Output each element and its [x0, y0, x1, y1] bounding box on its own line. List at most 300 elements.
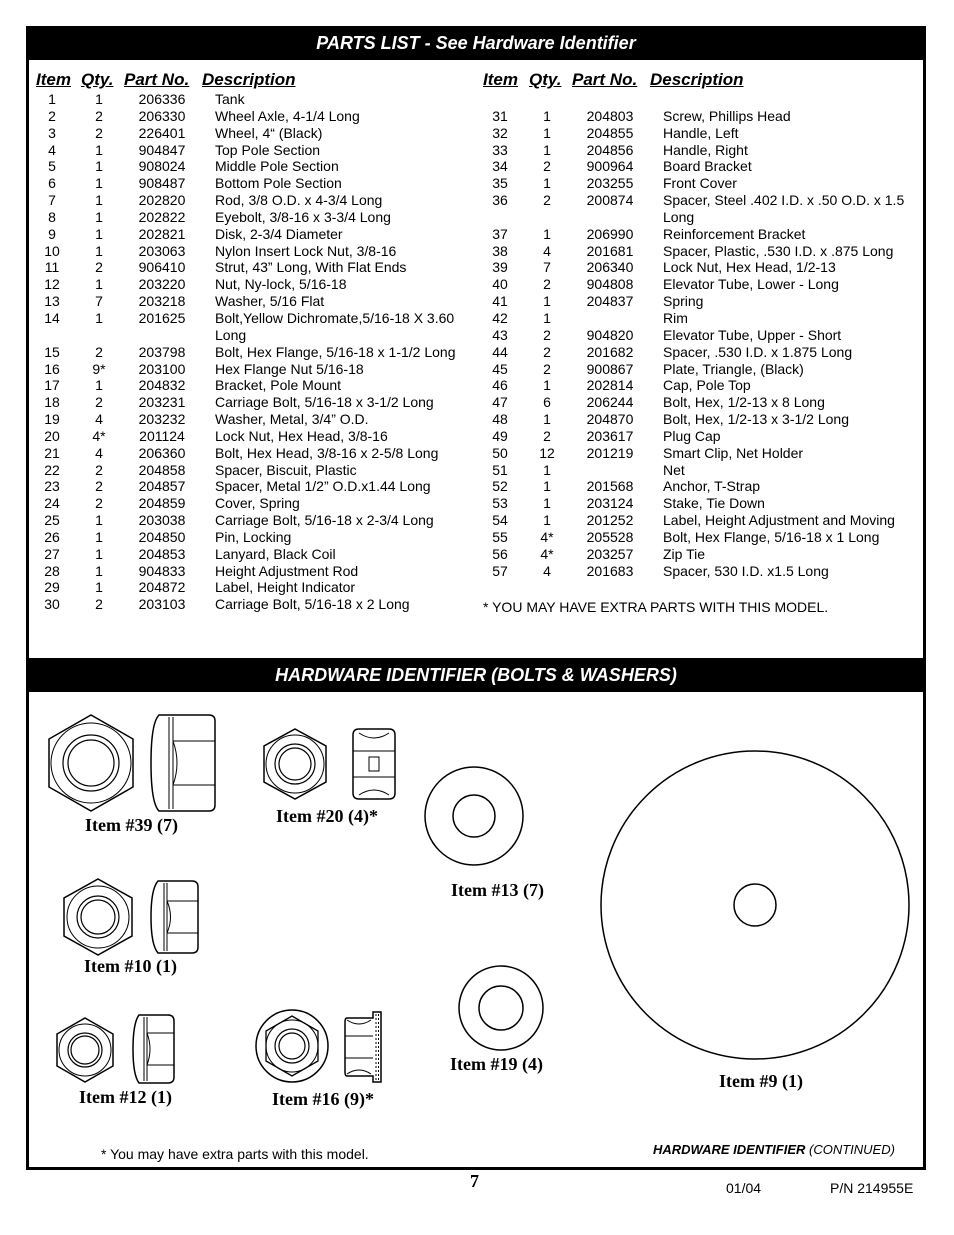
description-line: Front Cover: [663, 175, 737, 192]
table-row: [475, 529, 915, 546]
part-number-cell: 201124: [139, 427, 185, 444]
table-row: [27, 411, 467, 428]
description-cell: [651, 428, 909, 445]
item-cell: 57: [492, 562, 508, 579]
description-line: Pin, Locking: [215, 528, 292, 545]
lock-nut-39-side-view: [147, 713, 217, 813]
part-number-cell: 204872: [138, 579, 186, 596]
part-number-cell: 204859: [138, 495, 186, 512]
qty-cell: 2: [95, 107, 103, 124]
qty-cell: 2: [543, 276, 551, 293]
table-row: [27, 462, 467, 479]
description-line: Elevator Tube, Lower - Long: [663, 276, 839, 293]
description-cell: [203, 310, 461, 344]
part-number-cell: 203220: [138, 276, 186, 293]
part-number-cell: 204870: [586, 411, 634, 428]
item-cell: 31: [492, 107, 508, 124]
part-number-cell: 226401: [138, 124, 186, 141]
qty-cell: 2: [95, 343, 103, 360]
qty-cell: 1: [543, 141, 551, 158]
table-row: [27, 428, 467, 445]
qty-cell: 1: [95, 528, 103, 545]
item-10-label: Item #10 (1): [84, 956, 177, 976]
table-row: [475, 428, 915, 445]
table-row: [27, 226, 467, 243]
description-line: Height Adjustment Rod: [215, 562, 359, 579]
description-cell: [651, 411, 909, 428]
description-line: Board Bracket: [663, 158, 752, 175]
item-cell: 30: [44, 596, 60, 613]
description-cell: [651, 563, 909, 580]
description-line: Net: [663, 461, 685, 478]
part-number-cell: 201568: [586, 478, 634, 495]
table-row: [475, 361, 915, 378]
item-13-label: Item #13 (7): [451, 880, 544, 900]
item-cell: 52: [492, 478, 508, 495]
description-line: Bolt,Yellow Dichromate,5/16-18 X 3.60: [215, 309, 455, 326]
description-line: Lock Nut, Hex Head, 1/2-13: [663, 259, 836, 276]
qty-cell: 4: [95, 444, 103, 461]
part-number-cell: 206990: [586, 225, 634, 242]
qty-cell: 2: [543, 158, 551, 175]
qty-cell: 1: [543, 478, 551, 495]
item-cell: 12: [44, 276, 60, 293]
item-cell: 38: [492, 242, 508, 259]
description-cell: [203, 158, 461, 175]
description-cell: [651, 546, 909, 563]
description-cell: [203, 377, 461, 394]
description-line: Bracket, Pole Mount: [215, 377, 342, 394]
table-row: [475, 175, 915, 192]
item-cell: 3: [48, 124, 56, 141]
description-cell: [651, 344, 909, 361]
description-line: Lanyard, Black Coil: [215, 545, 336, 562]
qty-cell: 2: [95, 259, 103, 276]
description-cell: [651, 512, 909, 529]
part-number-cell: 201683: [586, 562, 634, 579]
hardware-identifier-continued: HARDWARE IDENTIFIER (CONTINUED): [653, 1142, 895, 1157]
item-cell: 9: [48, 225, 56, 242]
item-cell: 35: [492, 175, 508, 192]
qty-cell: 1: [95, 192, 103, 209]
qty-cell: 2: [543, 192, 551, 209]
qty-cell: 1: [95, 309, 103, 326]
description-line: Rim: [663, 309, 688, 326]
description-line: Smart Clip, Net Holder: [663, 444, 804, 461]
description-line: Plate, Triangle, (Black): [663, 360, 804, 377]
item-cell: 55: [492, 528, 508, 545]
description-line: Reinforcement Bracket: [663, 225, 806, 242]
description-cell: [651, 259, 909, 276]
qty-cell: 2: [95, 478, 103, 495]
qty-cell: 1: [95, 91, 103, 107]
table-row: [27, 243, 467, 260]
item-cell: 22: [44, 461, 60, 478]
qty-cell: 7: [95, 293, 103, 310]
description-line: Eyebolt, 3/8-16 x 3-3/4 Long: [215, 208, 391, 225]
item-cell: 26: [44, 528, 60, 545]
header-description-left: Description: [202, 70, 296, 89]
table-row: [475, 546, 915, 563]
part-number-cell: 201625: [138, 309, 186, 326]
qty-cell: 2: [543, 343, 551, 360]
item-cell: 19: [44, 411, 60, 428]
item-cell: 7: [48, 192, 56, 209]
description-cell: [203, 142, 461, 159]
table-row: [475, 377, 915, 394]
qty-cell: 1: [543, 225, 551, 242]
part-number-cell: 205528: [586, 528, 634, 545]
page-number: 7: [470, 1171, 479, 1191]
part-number-cell: 202821: [138, 225, 186, 242]
description-line: Plug Cap: [663, 427, 721, 444]
description-line: Bolt, Hex, 1/2-13 x 3-1/2 Long: [663, 411, 849, 428]
description-line: Anchor, T-Strap: [663, 478, 761, 495]
item-12-label: Item #12 (1): [79, 1087, 172, 1107]
description-line: Stake, Tie Down: [663, 495, 765, 512]
item-19-label: Item #19 (4): [450, 1054, 543, 1074]
flange-nut-16-top-view: [254, 1008, 330, 1084]
qty-cell: 2: [95, 394, 103, 411]
header-description-right: Description: [650, 70, 744, 89]
qty-cell: 4*: [540, 545, 554, 562]
description-line: Long: [663, 208, 695, 225]
description-cell: [651, 276, 909, 293]
header-part-right: Part No.: [572, 70, 638, 89]
qty-cell: 2: [543, 427, 551, 444]
description-line: Nut, Ny-lock, 5/16-18: [215, 276, 347, 293]
description-line: Middle Pole Section: [215, 158, 339, 175]
qty-cell: 2: [543, 326, 551, 343]
item-cell: 50: [492, 444, 508, 461]
part-number-cell: 900964: [586, 158, 634, 175]
description-line: Label, Height Adjustment and Moving: [663, 512, 895, 529]
description-line: Label, Height Indicator: [215, 579, 356, 596]
qty-cell: 1: [95, 276, 103, 293]
description-line: Bolt, Hex Flange, 5/16-18 x 1 Long: [663, 528, 880, 545]
description-line: Wheel Axle, 4-1/4 Long: [215, 107, 360, 124]
qty-cell: 2: [95, 124, 103, 141]
part-number-cell: 203617: [586, 427, 634, 444]
item-39-label: Item #39 (7): [85, 815, 178, 835]
part-number-cell: 203232: [138, 411, 186, 428]
lock-nut-12-top-view: [55, 1016, 115, 1084]
part-number-cell: 203103: [138, 596, 186, 613]
extra-parts-note: * YOU MAY HAVE EXTRA PARTS WITH THIS MODEL.: [483, 599, 829, 615]
part-number-cell: 908487: [138, 175, 186, 192]
table-row: [475, 158, 915, 175]
description-cell: [651, 478, 909, 495]
table-row: [475, 327, 915, 344]
table-row: [27, 259, 467, 276]
part-number-cell: 204803: [586, 107, 634, 124]
description-cell: [203, 361, 461, 378]
description-cell: [651, 462, 909, 479]
parts-list-banner: PARTS LIST - See Hardware Identifier: [26, 26, 926, 60]
part-number-cell: 908024: [138, 158, 186, 175]
qty-cell: 4: [543, 242, 551, 259]
table-row: [27, 579, 467, 596]
table-row: [475, 445, 915, 462]
description-line: Handle, Left: [663, 124, 739, 141]
item-cell: 21: [44, 444, 60, 461]
table-row: [475, 259, 915, 276]
description-line: Spacer, .530 I.D. x 1.875 Long: [663, 343, 853, 360]
item-cell: 13: [44, 293, 60, 310]
table-row: [475, 91, 915, 108]
description-line: Spring: [663, 293, 704, 310]
item-cell: 33: [492, 141, 508, 158]
washer-19: [457, 964, 545, 1052]
table-row: [475, 495, 915, 512]
description-cell: [651, 192, 909, 226]
part-number-cell: 904808: [586, 276, 634, 293]
description-line: Rod, 3/8 O.D. x 4-3/4 Long: [215, 192, 383, 209]
table-row: [27, 310, 467, 344]
description-cell: [651, 445, 909, 462]
description-line: Handle, Right: [663, 141, 748, 158]
description-cell: [651, 142, 909, 159]
description-cell: [203, 546, 461, 563]
part-number-cell: 203063: [138, 242, 186, 259]
item-cell: 32: [492, 124, 508, 141]
qty-cell: 1: [543, 107, 551, 124]
description-cell: [203, 428, 461, 445]
qty-cell: 1: [95, 579, 103, 596]
table-row: [27, 478, 467, 495]
qty-cell: 2: [95, 495, 103, 512]
description-cell: [651, 226, 909, 243]
item-cell: 42: [492, 309, 508, 326]
description-cell: [651, 327, 909, 344]
table-row: [27, 394, 467, 411]
table-row: [475, 512, 915, 529]
item-cell: 37: [492, 225, 508, 242]
qty-cell: 6: [543, 394, 551, 411]
part-number-cell: 206336: [138, 91, 186, 107]
description-line: Spacer, Metal 1/2” O.D.x1.44 Long: [215, 478, 431, 495]
item-cell: 15: [44, 343, 60, 360]
part-number-cell: 206244: [586, 394, 634, 411]
table-row: [475, 108, 915, 125]
description-cell: [651, 310, 909, 327]
part-number-cell: 203798: [138, 343, 186, 360]
description-line: Lock Nut, Hex Head, 3/8-16: [215, 427, 388, 444]
description-cell: [651, 377, 909, 394]
part-number-cell: 204850: [138, 528, 186, 545]
table-row: [475, 142, 915, 159]
lock-nut-20-side-view: [351, 727, 397, 801]
part-number-cell: 201682: [586, 343, 634, 360]
description-cell: [203, 125, 461, 142]
item-cell: 54: [492, 512, 508, 529]
description-line: Spacer, Plastic, .530 I.D. x .875 Long: [663, 242, 894, 259]
table-row: [475, 243, 915, 260]
table-row: [27, 361, 467, 378]
qty-cell: 1: [95, 208, 103, 225]
part-number-cell: 904820: [586, 326, 634, 343]
part-number-cell: 203231: [138, 394, 186, 411]
qty-cell: 1: [543, 293, 551, 310]
table-row: [27, 546, 467, 563]
description-cell: [203, 462, 461, 479]
qty-cell: 4*: [92, 427, 106, 444]
table-row: [27, 512, 467, 529]
item-cell: 4: [48, 141, 56, 158]
qty-cell: 12: [539, 444, 555, 461]
part-number-cell: 200874: [586, 192, 634, 209]
part-number-cell: 203255: [586, 175, 634, 192]
part-number-cell: 904847: [138, 141, 186, 158]
qty-cell: 1: [543, 175, 551, 192]
description-line: Nylon Insert Lock Nut, 3/8-16: [215, 242, 397, 259]
part-number-cell: 201252: [586, 512, 634, 529]
item-cell: 44: [492, 343, 508, 360]
lock-nut-10-top-view: [62, 877, 134, 957]
part-number-cell: 203257: [586, 545, 634, 562]
description-line: Elevator Tube, Upper - Short: [663, 326, 842, 343]
lock-nut-12-side-view: [130, 1013, 176, 1085]
qty-cell: 1: [95, 175, 103, 192]
item-cell: 1: [48, 91, 56, 107]
lock-nut-20-top-view: [262, 727, 328, 801]
description-cell: [651, 394, 909, 411]
item-cell: 6: [48, 175, 56, 192]
hardware-extra-parts-note: * You may have extra parts with this model.: [101, 1146, 369, 1162]
description-line: Zip Tie: [663, 545, 706, 562]
description-cell: [203, 91, 461, 108]
item-cell: 29: [44, 579, 60, 596]
description-line: Spacer, 530 I.D. x1.5 Long: [663, 562, 829, 579]
table-row: [27, 108, 467, 125]
item-cell: 34: [492, 158, 508, 175]
disk-9: [599, 749, 911, 1061]
description-cell: [651, 158, 909, 175]
item-cell: 20: [44, 427, 60, 444]
description-cell: [203, 411, 461, 428]
qty-cell: 1: [95, 158, 103, 175]
item-cell: 27: [44, 545, 60, 562]
description-line: Cover, Spring: [215, 495, 300, 512]
description-cell: [203, 529, 461, 546]
table-row: [475, 344, 915, 361]
description-cell: [651, 495, 909, 512]
table-row: [475, 462, 915, 479]
item-cell: 43: [492, 326, 508, 343]
description-cell: [203, 512, 461, 529]
qty-cell: 2: [95, 596, 103, 613]
description-cell: [203, 209, 461, 226]
item-cell: 46: [492, 377, 508, 394]
part-number-cell: 203124: [586, 495, 634, 512]
table-row: [27, 175, 467, 192]
description-cell: [203, 108, 461, 125]
table-row: [475, 411, 915, 428]
flange-nut-16-side-view: [343, 1010, 385, 1084]
table-row: [475, 310, 915, 327]
item-cell: 45: [492, 360, 508, 377]
qty-cell: 1: [543, 309, 551, 326]
table-row: [27, 293, 467, 310]
description-line: Top Pole Section: [215, 141, 321, 158]
part-number-cell: 204832: [138, 377, 186, 394]
part-number-cell: 204837: [586, 293, 634, 310]
description-line: Wheel, 4“ (Black): [215, 124, 323, 141]
part-number-cell: 203038: [138, 512, 186, 529]
lock-nut-10-side-view: [148, 879, 200, 955]
description-line: Washer, Metal, 3/4” O.D.: [215, 411, 369, 428]
part-number-cell: 204857: [138, 478, 186, 495]
description-cell: [203, 243, 461, 260]
header-part-left: Part No.: [124, 70, 190, 89]
item-cell: 16: [44, 360, 60, 377]
item-cell: 49: [492, 427, 508, 444]
description-line: Carriage Bolt, 5/16-18 x 2-3/4 Long: [215, 512, 434, 529]
qty-cell: 1: [95, 545, 103, 562]
description-line: Spacer, Biscuit, Plastic: [215, 461, 357, 478]
table-row: [27, 529, 467, 546]
qty-cell: 1: [95, 562, 103, 579]
item-cell: 10: [44, 242, 60, 259]
item-16-label: Item #16 (9)*: [272, 1089, 374, 1109]
item-cell: 41: [492, 293, 508, 310]
table-row: [475, 226, 915, 243]
part-number-cell: 206340: [586, 259, 634, 276]
part-number-cell: 204855: [586, 124, 634, 141]
footer-part-number: P/N 214955E: [830, 1180, 914, 1196]
item-cell: 8: [48, 208, 56, 225]
description-cell: [651, 91, 909, 108]
table-row: [27, 91, 467, 108]
part-number-cell: 206330: [138, 107, 186, 124]
table-row: [475, 478, 915, 495]
description-cell: [203, 495, 461, 512]
item-cell: 18: [44, 394, 60, 411]
description-cell: [203, 293, 461, 310]
description-cell: [203, 394, 461, 411]
part-number-cell: 203218: [138, 293, 186, 310]
part-number-cell: 206360: [138, 444, 186, 461]
description-cell: [651, 175, 909, 192]
table-row: [27, 495, 467, 512]
qty-cell: 1: [543, 411, 551, 428]
lock-nut-39-top-view: [46, 713, 136, 813]
table-row: [475, 563, 915, 580]
header-item-left: Item: [36, 70, 71, 89]
part-number-cell: 204858: [138, 461, 186, 478]
table-row: [475, 293, 915, 310]
description-line: Spacer, Steel .402 I.D. x .50 O.D. x 1.5: [663, 192, 905, 209]
item-20-label: Item #20 (4)*: [276, 806, 378, 826]
qty-cell: 4: [543, 562, 551, 579]
qty-cell: 1: [543, 377, 551, 394]
item-cell: 14: [44, 309, 60, 326]
footer-date: 01/04: [726, 1180, 762, 1196]
item-cell: 53: [492, 495, 508, 512]
table-row: [475, 394, 915, 411]
description-cell: [203, 226, 461, 243]
table-row: [27, 158, 467, 175]
part-number-cell: 204856: [586, 141, 634, 158]
hardware-identifier-banner: HARDWARE IDENTIFIER (BOLTS & WASHERS): [26, 658, 926, 692]
description-line: Disk, 2-3/4 Diameter: [215, 225, 343, 242]
qty-cell: 1: [543, 124, 551, 141]
item-cell: 17: [44, 377, 60, 394]
part-number-cell: 202820: [138, 192, 186, 209]
description-line: Washer, 5/16 Flat: [215, 293, 325, 310]
description-line: Carriage Bolt, 5/16-18 x 3-1/2 Long: [215, 394, 434, 411]
table-row: [475, 125, 915, 142]
